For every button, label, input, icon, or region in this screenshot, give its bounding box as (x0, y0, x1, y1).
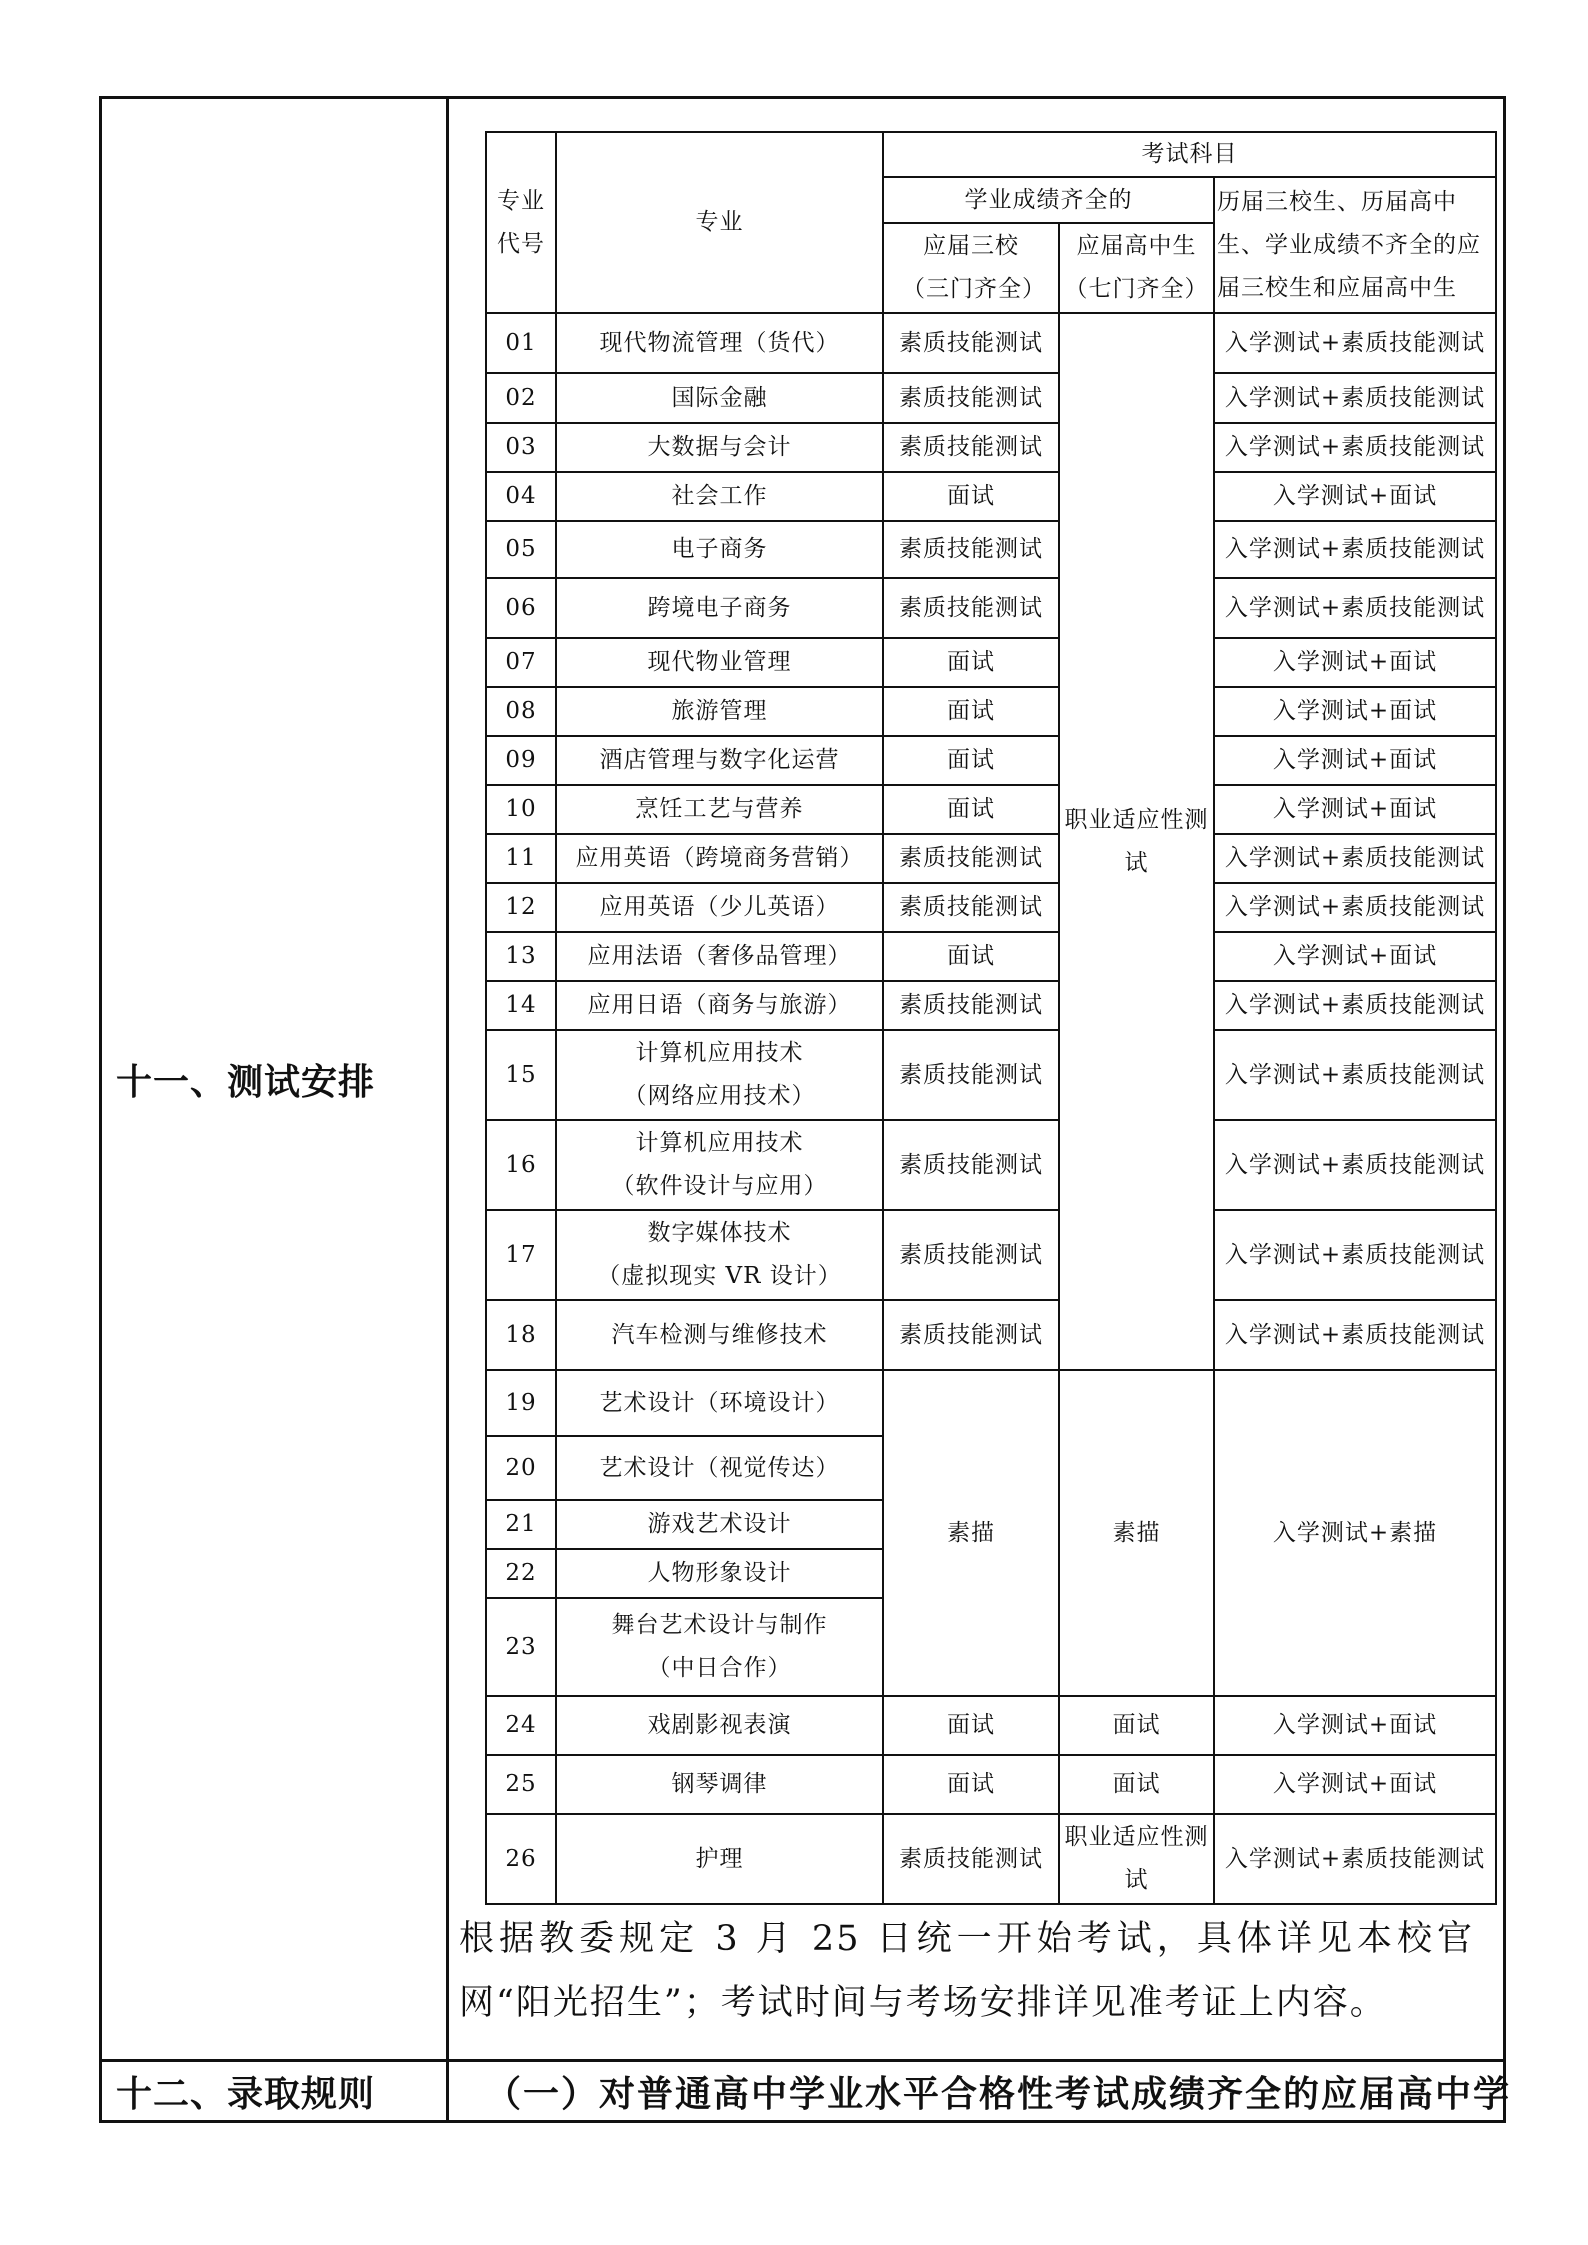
table-row (486, 578, 1496, 638)
cell-others: 入学测试+素质技能测试 (1214, 578, 1496, 638)
cell-high-school: 面试 (1059, 1696, 1214, 1755)
section-label-test-arrangement: 十一、测试安排 (101, 98, 448, 2061)
cell-others: 入学测试+面试 (1214, 472, 1496, 521)
table-row (486, 1696, 1496, 1755)
cell-major (556, 1549, 883, 1598)
cell-major (556, 883, 883, 932)
cell-code: 20 (486, 1436, 556, 1500)
cell-others: 入学测试+素质技能测试 (1214, 1030, 1496, 1120)
table-row (486, 932, 1496, 981)
cell-high-school: 职业适应性测试 (1059, 1814, 1214, 1904)
cell-code: 06 (486, 578, 556, 638)
major-subname: （虚拟现实 VR 设计） (597, 1263, 842, 1289)
cell-three-schools: 素质技能测试 (883, 1210, 1059, 1300)
header-major: 专业 (556, 132, 883, 313)
cell-three-schools: 素质技能测试 (883, 883, 1059, 932)
major-name: 应用日语（商务与旅游） (587, 992, 852, 1018)
cell-major (556, 423, 883, 472)
cell-code: 05 (486, 521, 556, 578)
major-name: 戏剧影视表演 (647, 1712, 792, 1738)
cell-major (556, 834, 883, 883)
cell-art-others-merged: 入学测试+素描 (1214, 1370, 1496, 1696)
cell-three-schools: 面试 (883, 736, 1059, 785)
cell-code: 12 (486, 883, 556, 932)
cell-three-schools: 素质技能测试 (883, 313, 1059, 373)
cell-major (556, 736, 883, 785)
cell-code: 04 (486, 472, 556, 521)
cell-others: 入学测试+素质技能测试 (1214, 1210, 1496, 1300)
cell-others: 入学测试+面试 (1214, 1696, 1496, 1755)
cell-three-schools: 面试 (883, 1755, 1059, 1814)
cell-major (556, 687, 883, 736)
major-name: 舞台艺术设计与制作 (611, 1612, 828, 1638)
table-row (486, 1030, 1496, 1120)
major-name: 旅游管理 (671, 698, 768, 724)
major-name: 应用英语（少儿英语） (599, 894, 840, 920)
major-name: 酒店管理与数字化运营 (599, 747, 840, 773)
table-row (486, 834, 1496, 883)
table-row (486, 1755, 1496, 1814)
cell-three-schools: 素质技能测试 (883, 373, 1059, 423)
table-row (486, 521, 1496, 578)
cell-others: 入学测试+素质技能测试 (1214, 834, 1496, 883)
cell-three-schools: 素质技能测试 (883, 1120, 1059, 1210)
cell-major (556, 1210, 883, 1300)
cell-high-school: 面试 (1059, 1755, 1214, 1814)
cell-code: 21 (486, 1500, 556, 1549)
cell-code: 07 (486, 638, 556, 687)
admission-rules-first-line: （一）对普通高中学业水平合格性考试成绩齐全的应届高中学 (448, 2061, 1505, 2122)
cell-major (556, 1755, 883, 1814)
cell-three-schools: 面试 (883, 785, 1059, 834)
major-name: 汽车检测与维修技术 (611, 1321, 828, 1348)
cell-major (556, 638, 883, 687)
cell-others: 入学测试+面试 (1214, 1755, 1496, 1814)
cell-others: 入学测试+素质技能测试 (1214, 313, 1496, 373)
major-name: 现代物业管理 (647, 649, 792, 675)
cell-major (556, 578, 883, 638)
table-row (486, 736, 1496, 785)
cell-code: 03 (486, 423, 556, 472)
cell-others: 入学测试+面试 (1214, 638, 1496, 687)
exam-time-note: 根据教委规定 3 月 25 日统一开始考试，具体详见本校官网“阳光招生”；考试时间与考场安排详见准考证上内容。 (459, 1919, 1474, 2023)
cell-others: 入学测试+面试 (1214, 785, 1496, 834)
major-name: 烹饪工艺与营养 (635, 796, 804, 822)
major-name: 钢琴调律 (671, 1771, 768, 1797)
exam-subject-table (485, 131, 1497, 1905)
cell-code: 11 (486, 834, 556, 883)
cell-major (556, 1030, 883, 1120)
cell-others: 入学测试+素质技能测试 (1214, 1814, 1496, 1904)
cell-three-schools: 面试 (883, 472, 1059, 521)
cell-major (556, 1436, 883, 1500)
cell-code: 02 (486, 373, 556, 423)
cell-code: 26 (486, 1814, 556, 1904)
cell-major (556, 1370, 883, 1436)
table-row (486, 373, 1496, 423)
cell-major (556, 1598, 883, 1696)
cell-others: 入学测试+素质技能测试 (1214, 1120, 1496, 1210)
header-subjects: 考试科目 (883, 132, 1496, 177)
cell-three-schools: 素质技能测试 (883, 423, 1059, 472)
table-row (486, 981, 1496, 1030)
table-row (486, 785, 1496, 834)
cell-code: 09 (486, 736, 556, 785)
cell-code: 25 (486, 1755, 556, 1814)
table-row (486, 687, 1496, 736)
cell-code: 24 (486, 1696, 556, 1755)
cell-major (556, 521, 883, 578)
cell-others: 入学测试+面试 (1214, 932, 1496, 981)
cell-code: 13 (486, 932, 556, 981)
cell-code: 23 (486, 1598, 556, 1696)
major-name: 艺术设计（视觉传达） (599, 1454, 840, 1481)
major-subname: （软件设计与应用） (611, 1173, 828, 1199)
major-name: 大数据与会计 (647, 434, 792, 460)
table-row (486, 1814, 1496, 1904)
cell-three-schools: 面试 (883, 932, 1059, 981)
cell-art-three-merged: 素描 (883, 1370, 1059, 1696)
table-row (486, 883, 1496, 932)
cell-others: 入学测试+面试 (1214, 687, 1496, 736)
header-high-school: 应届高中生（七门齐全） (1059, 223, 1214, 313)
cell-code: 01 (486, 313, 556, 373)
major-name: 应用英语（跨境商务营销） (575, 845, 864, 871)
major-name: 艺术设计（环境设计） (599, 1389, 840, 1416)
cell-three-schools: 素质技能测试 (883, 1030, 1059, 1120)
cell-high-school-merged: 职业适应性测试 (1059, 313, 1214, 1370)
section-label-admission-rules: 十二、录取规则 (101, 2061, 448, 2122)
cell-major (556, 1500, 883, 1549)
major-name: 护理 (695, 1845, 744, 1872)
table-row (486, 1300, 1496, 1370)
major-name: 电子商务 (671, 536, 768, 562)
cell-major (556, 313, 883, 373)
major-name: 计算机应用技术 (635, 1130, 804, 1156)
cell-art-high-merged: 素描 (1059, 1370, 1214, 1696)
major-name: 游戏艺术设计 (647, 1511, 792, 1537)
major-name: 计算机应用技术 (635, 1040, 804, 1066)
cell-three-schools: 素质技能测试 (883, 1300, 1059, 1370)
major-name: 应用法语（奢侈品管理） (587, 943, 852, 969)
cell-others: 入学测试+素质技能测试 (1214, 1300, 1496, 1370)
major-subname: （网络应用技术） (623, 1083, 816, 1109)
cell-major (556, 981, 883, 1030)
cell-three-schools: 素质技能测试 (883, 834, 1059, 883)
header-three-schools: 应届三校（三门齐全） (883, 223, 1059, 313)
header-complete-scores: 学业成绩齐全的 (883, 177, 1214, 223)
cell-three-schools: 素质技能测试 (883, 1814, 1059, 1904)
cell-major (556, 785, 883, 834)
cell-code: 16 (486, 1120, 556, 1210)
cell-others: 入学测试+素质技能测试 (1214, 981, 1496, 1030)
header-code-text: 专业代号 (497, 187, 545, 257)
table-row (486, 472, 1496, 521)
cell-major (556, 1814, 883, 1904)
major-name: 国际金融 (671, 384, 768, 411)
outer-form-table (99, 96, 1512, 2123)
cell-major (556, 932, 883, 981)
cell-code: 15 (486, 1030, 556, 1120)
major-name: 数字媒体技术 (647, 1220, 792, 1246)
table-row (486, 1120, 1496, 1210)
cell-three-schools: 素质技能测试 (883, 578, 1059, 638)
header-others: 历届三校生、历届高中生、学业成绩不齐全的应届三校生和应届高中生 (1214, 177, 1496, 313)
cell-major (556, 1300, 883, 1370)
cell-code: 18 (486, 1300, 556, 1370)
cell-major (556, 373, 883, 423)
cell-code: 08 (486, 687, 556, 736)
major-name: 人物形象设计 (647, 1560, 792, 1586)
table-row (486, 313, 1496, 373)
table-row (486, 423, 1496, 472)
table-row (486, 1210, 1496, 1300)
cell-code: 10 (486, 785, 556, 834)
cell-three-schools: 素质技能测试 (883, 981, 1059, 1030)
cell-three-schools: 素质技能测试 (883, 521, 1059, 578)
cell-code: 19 (486, 1370, 556, 1436)
cell-others: 入学测试+面试 (1214, 736, 1496, 785)
cell-others: 入学测试+素质技能测试 (1214, 423, 1496, 472)
cell-others: 入学测试+素质技能测试 (1214, 521, 1496, 578)
cell-three-schools: 面试 (883, 1696, 1059, 1755)
cell-three-schools: 面试 (883, 687, 1059, 736)
major-subname: （中日合作） (647, 1655, 792, 1681)
major-name: 跨境电子商务 (647, 594, 792, 621)
test-arrangement-content (448, 98, 1505, 2061)
major-name: 社会工作 (671, 483, 768, 509)
table-row (486, 1370, 1496, 1436)
cell-major (556, 472, 883, 521)
major-name: 现代物流管理（货代） (599, 329, 840, 356)
cell-others: 入学测试+素质技能测试 (1214, 373, 1496, 423)
table-row (486, 638, 1496, 687)
cell-three-schools: 面试 (883, 638, 1059, 687)
cell-major (556, 1696, 883, 1755)
cell-major (556, 1120, 883, 1210)
header-code (486, 132, 556, 313)
cell-code: 14 (486, 981, 556, 1030)
cell-code: 17 (486, 1210, 556, 1300)
cell-others: 入学测试+素质技能测试 (1214, 883, 1496, 932)
cell-code: 22 (486, 1549, 556, 1598)
